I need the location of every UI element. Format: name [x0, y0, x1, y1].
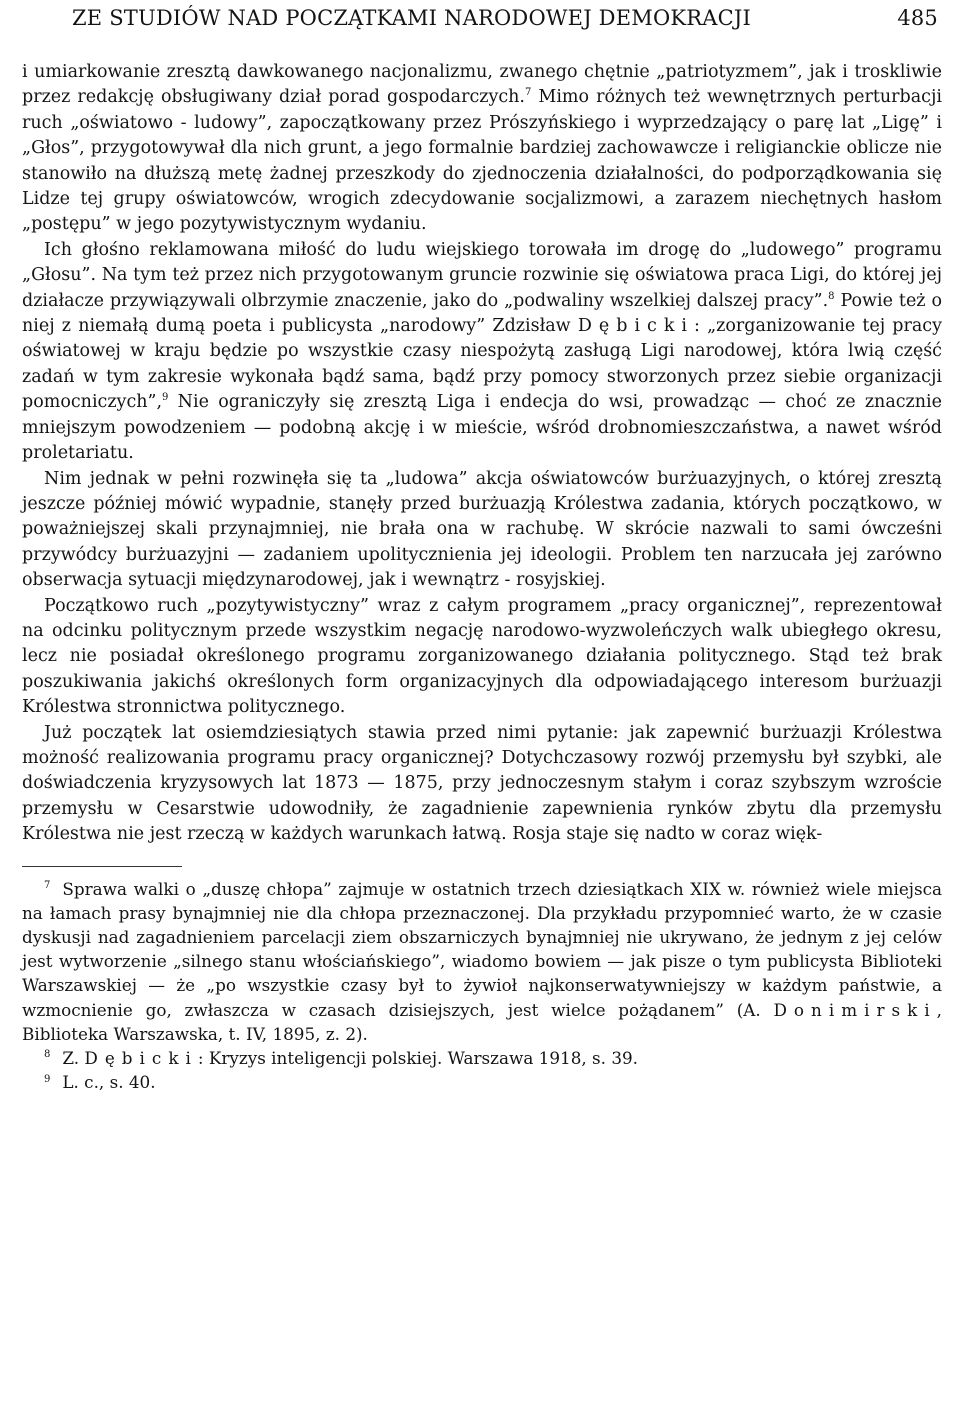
footnote-7-text-a: Sprawa walki o „duszę chłopa” zajmuje w ostatnich trzech dziesiątkach XIX w. również wiele miejsca na łamach prasy bynajmniej nie dla chłopa przeznaczonej. Dla przykładu przypomnieć warto, że w czasie dyskusji nad zagadnieniem parcelacji ziem obszarniczych bynajmniej nie ukrywano, że jednym z jej celów jest wytworzenie „silnego stanu włościańskiego”, wiadomo bowiem — jak pisze o tym publicysta Biblioteki Warszawskiej — że „po wszystkie czasy był to żywioł najkonserwatywniejszy w każdym państwie, a wzmocnienie go, zwłaszcza w czasach dzisiejszych, jest wielce pożądanem” (A.: [22, 878, 942, 1020]
footnote-8: [22, 1046, 942, 1070]
footnote-9-text: L. c., s. 40.: [62, 1072, 156, 1093]
footnote-ref-9: 9: [162, 392, 169, 404]
spaced-author-name: Dębicki: [577, 316, 695, 337]
paragraph-2-text-a: Ich głośno reklamowana miłość do ludu wiejskiego torowała im drogę do „ludowego” programu „Głosu”. Na tym też przez nich przygotowanym gruncie rozwinie się oświatowa praca Ligi, do której jej działacze przywiązywali olbrzymie znaczenie, jako do „podwaliny wszelkiej dalszej pracy”.: [22, 239, 942, 311]
footnote-ref-7: 7: [525, 87, 532, 99]
paragraph-1-text-b: Mimo różnych też wewnętrznych perturbacji ruch „oświatowo - ludowy”, zapoczątkowany przez Prószyńskiego i wyprzedzający o parę lat „Ligę” i „Głos”, przygotowywał dla nich grunt, a jego formalnie bardziej zachowawcze i religianckie oblicze nie stanowiło na dłuższą metę żadnej przeszkody do zjednoczenia działalności, do podporządkowania się Lidze tej grupy oświatowców, wrogich zdecydowanie socjalizmowi, a zarazem niechętnych hasłom „postępu” w jego pozytywistycznym wydaniu.: [22, 87, 943, 235]
paragraph-2-text-c: : „zorganizowanie tej pracy oświatowej w kraju będzie po wszystkie czasy niespożytą zasługą Ligi narodowej, która lwią część zadań w tym zakresie wykonała bądź sama, bądź przy pomocy stworzonych przez siebie organizacji pomocniczych”,: [22, 316, 942, 413]
footnote-7: [22, 877, 942, 1046]
paragraph-1-text-a: i umiarkowanie zresztą dawkowanego nacjonalizmu, zwanego chętnie „patriotyzmem”, jak i troskliwie przez redakcję obsługiwany dział porad gospodarczych.: [22, 62, 942, 108]
footnote-mark-9: 9: [44, 1073, 51, 1085]
footnote-9: [22, 1070, 942, 1094]
running-title: ZE STUDIÓW NAD POCZĄTKAMI NARODOWEJ DEMOKRACJI: [72, 6, 752, 30]
footnote-7-spaced-name: Donimirski: [773, 999, 937, 1020]
footnote-mark-8: 8: [44, 1049, 51, 1061]
footnote-divider: [22, 866, 182, 867]
footnotes: [22, 877, 942, 1095]
running-header: [22, 6, 942, 56]
paragraph-5: Już początek lat osiemdziesiątych stawia przed nimi pytanie: jak zapewnić burżuazji Królestwa możność realizowania programu pracy organicznej? Dotychczasowy rozwój przemysłu był szybki, ale doświadczenia kryzysowych lat 1873 — 1875, przy jednoczesnym stałym i coraz szybszym wzroście przemysłu w Cesarstwie udowodniły, że zagadnienie zapewnienia rynków zbytu dla przemysłu Królestwa nie jest rzeczą w każdych warunkach łatwą. Rosja staje się nadto w coraz więk-: [22, 722, 942, 845]
footnote-8-text-b: : Kryzys inteligencji polskiej. Warszawa 1918, s. 39.: [197, 1048, 639, 1069]
footnote-8-spaced-name: Dębicki: [84, 1048, 198, 1069]
main-text: [22, 60, 942, 848]
paragraph-2: [22, 238, 942, 467]
paragraph-3: Nim jednak w pełni rozwinęła się ta „ludowa” akcja oświatowców burżuazyjnych, o której zresztą jeszcze później mówić wypadnie, stanęły przed burżuazją Królestwa zadania, których początkowo, w poważniejszej skali przynajmniej, nie brała ona w rachubę. W skrócie nazwali to sami ówcześni przywódcy burżuazyjni — zadaniem upolitycznienia jej ideologii. Problem ten narzucała jej zarówno obserwacja sytuacji międzynarodowej, jak i wewnątrz - rosyjskiej.: [22, 468, 942, 591]
footnote-7-text-b: , Biblioteka Warszawska, t. IV, 1895, z. 2).: [22, 999, 942, 1044]
paragraph-1: [22, 60, 942, 238]
footnote-mark-7: 7: [44, 880, 51, 891]
page-number: 485: [897, 6, 938, 30]
footnote-8-text-a: Z.: [62, 1048, 85, 1069]
paragraph-2-text-d: Nie ograniczyły się zresztą Liga i endecja do wsi, prowadząc — choć ze znacznie mniejszym powodzeniem — podobną akcję i w mieście, wśród drobnomieszczaństwa, a nawet wśród proletariatu.: [22, 392, 942, 464]
paragraph-4: Początkowo ruch „pozytywistyczny” wraz z całym programem „pracy organicznej”, reprezentował na odcinku politycznym przede wszystkim negację narodowo-wyzwoleńczych walk ubiegłego okresu, lecz nie posiadał określonego programu zorganizowanego działania politycznego. Stąd też brak poszukiwania jakichś określonych form organizacyjnych dla odpowiadającego interesom burżuazji Królestwa stronnictwa politycznego.: [22, 595, 942, 718]
paragraph-2-text-b: Powie też o niej z niemałą dumą poeta i publicysta „narodowy” Zdzisław: [22, 290, 942, 337]
footnote-ref-8: 8: [828, 290, 835, 302]
